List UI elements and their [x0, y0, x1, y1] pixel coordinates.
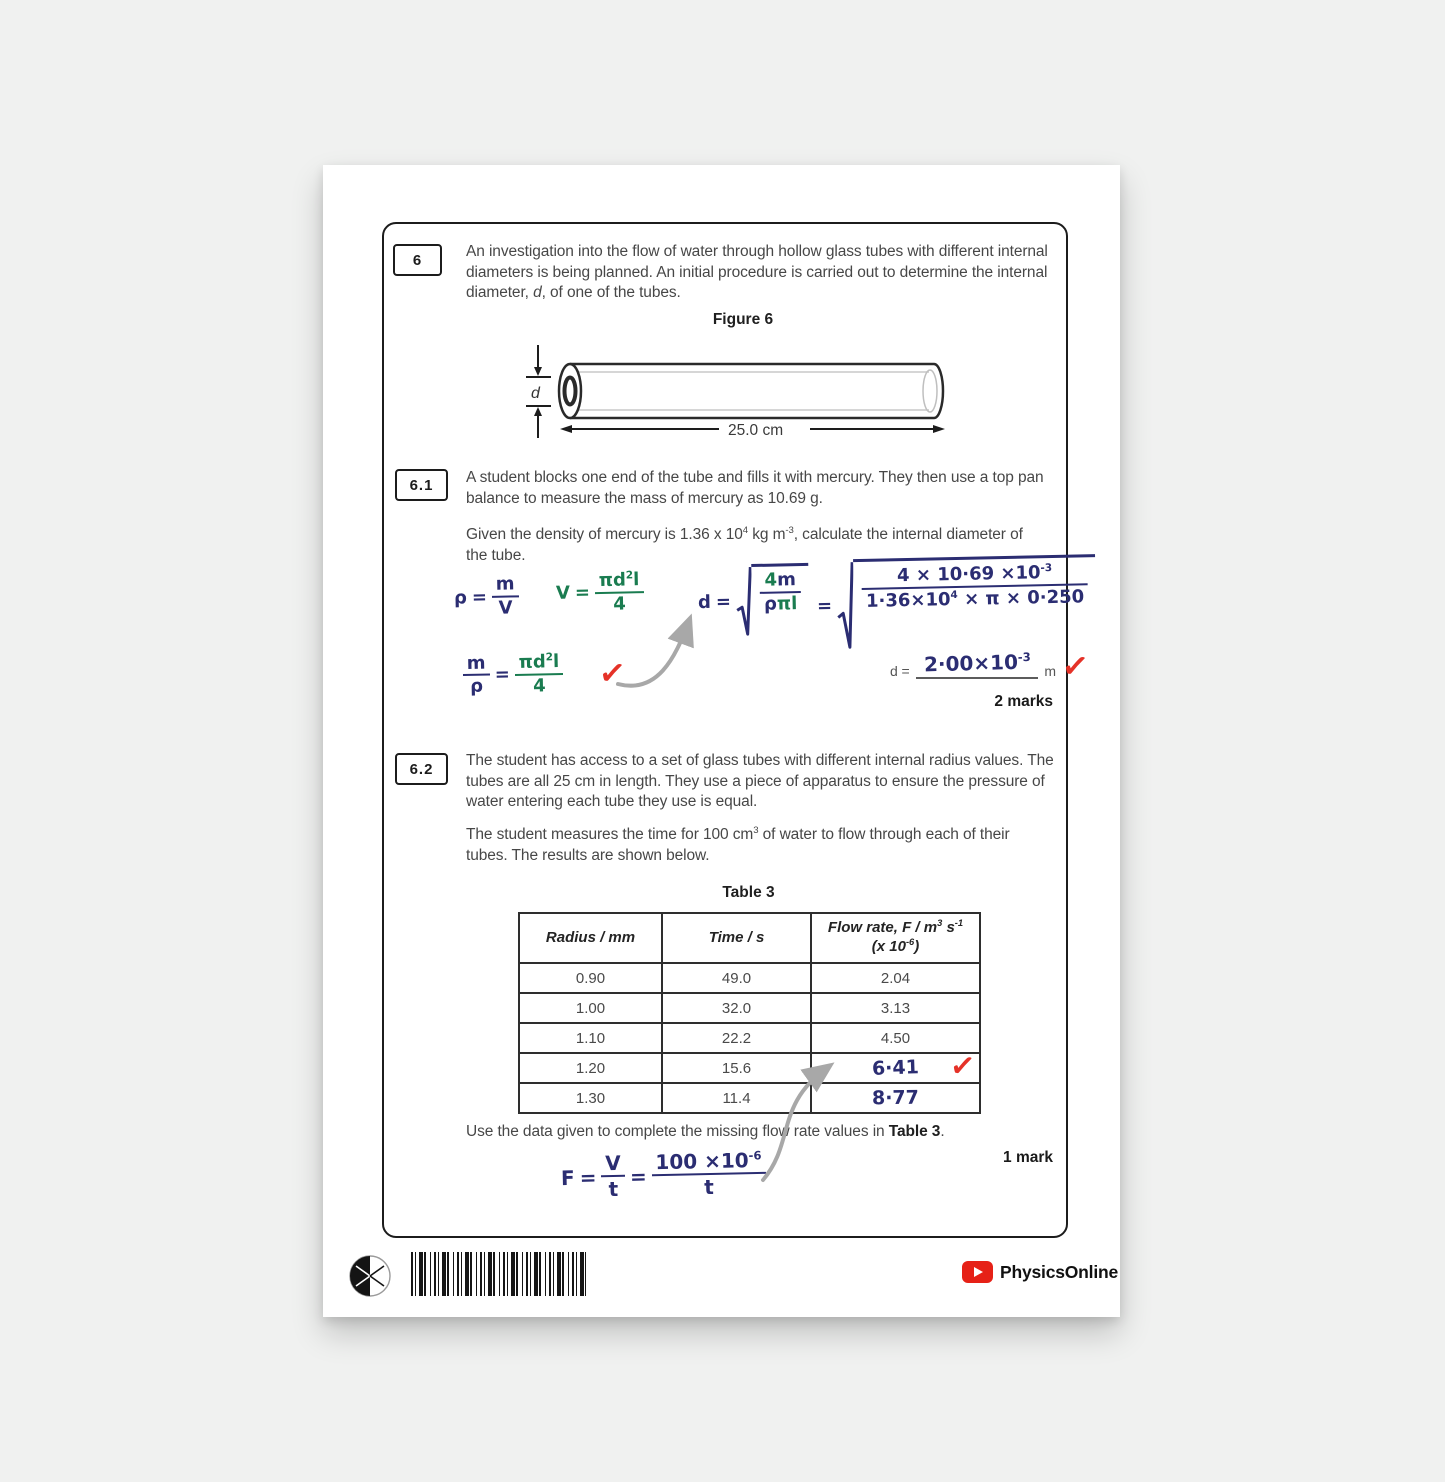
table-row — [519, 1053, 980, 1083]
tick-mark: ✓ — [1060, 646, 1091, 686]
denominator-4: 4 — [515, 673, 564, 698]
time-cell: 15.6 — [662, 1053, 811, 1083]
flow-rate-header — [811, 913, 980, 963]
table-row — [519, 993, 980, 1023]
table-title: Table 3 — [722, 884, 775, 901]
barcode — [411, 1252, 586, 1296]
tick-mark: ✓ — [948, 1048, 977, 1085]
figure-title: Figure 6 — [712, 311, 774, 328]
equals-sign: = — [574, 582, 591, 604]
instruction-text-b: . — [940, 1123, 945, 1140]
equals-sign: = — [494, 664, 511, 686]
radius-cell: 0.90 — [519, 963, 662, 993]
exponent: -3 — [1040, 561, 1053, 575]
density-text-b: kg m — [748, 526, 786, 543]
density-text-c: , calculate the internal diameter of the tube. — [466, 526, 1023, 564]
density-text-a: Given the density of mercury is 1.36 x 10 — [466, 526, 743, 543]
flow-cell: 4.50 — [811, 1023, 980, 1053]
handwritten-d-equation — [697, 563, 810, 639]
mass-symbol: m — [495, 573, 515, 595]
radius-cell: 1.10 — [519, 1023, 662, 1053]
time-cell: 49.0 — [662, 963, 811, 993]
equals-sign: = — [579, 1164, 597, 1190]
flow-header-b: s — [942, 919, 955, 937]
four-coefficient: 4 — [764, 569, 778, 591]
question-6-1-number: 6.1 — [409, 476, 434, 494]
volume-text-a: The student measures the time for 100 cm — [466, 826, 754, 843]
tube-diagram — [523, 341, 963, 453]
question-6-number-box — [393, 244, 442, 276]
handwritten-answer-value — [923, 650, 1030, 677]
handwritten-rearranged-equation — [463, 651, 564, 698]
table-row — [519, 1083, 980, 1113]
denominator-values-a: 1·36×10 — [865, 588, 951, 612]
radical-sign-icon — [735, 564, 753, 638]
time-cell: 32.0 — [662, 993, 811, 1023]
question-6-2-number-box — [395, 753, 448, 785]
pi-l-term: πl — [776, 592, 798, 615]
rho-symbol: ρ — [453, 587, 468, 609]
intro-text-b: , of one of the tubes. — [541, 284, 681, 302]
exam-page — [323, 165, 1120, 1317]
rho-symbol: ρ — [763, 593, 778, 615]
brand-row — [962, 1261, 1118, 1283]
question-6-2-paragraph-1: The student has access to a set of glass tubes with different internal radius values. The tubes are all 25 cm in length. They use a piece of apparatus to ensure the pressure of water entering each tube they use is equal. — [466, 752, 1054, 811]
denominator-values-b: × π × 0·250 — [957, 586, 1085, 610]
radical-sign-icon — [836, 559, 855, 651]
publisher-logo-icon — [347, 1253, 393, 1299]
table-header-row — [519, 913, 980, 963]
squared-exp: 2 — [545, 651, 554, 664]
intro-d-symbol: d — [533, 284, 542, 302]
radius-cell: 1.30 — [519, 1083, 662, 1113]
flow-header-exp3: -6 — [905, 937, 915, 947]
rho-symbol: ρ — [463, 674, 490, 698]
radius-cell: 1.20 — [519, 1053, 662, 1083]
volume-symbol: V — [555, 582, 571, 605]
results-table — [518, 912, 981, 1114]
flow-header-exp2: -1 — [954, 918, 964, 929]
flow-header-exp1: 3 — [937, 918, 943, 929]
flow-header-c: (x 10 — [871, 938, 906, 955]
instruction-table-ref: Table 3 — [888, 1123, 941, 1140]
square-root — [735, 563, 810, 639]
mass-symbol: m — [466, 652, 486, 674]
equals-sign: = — [629, 1163, 647, 1189]
handwritten-flow-value: 8·77 — [871, 1086, 920, 1110]
denominator-4: 4 — [595, 591, 644, 616]
answer-exponent: -3 — [1017, 649, 1031, 665]
brand-name: PhysicsOnline — [1000, 1261, 1119, 1282]
numerator-values: 4 × 10·69 ×10 — [896, 562, 1041, 587]
volume-text-b: of water to flow through each of their tubes. The results are shown below. — [466, 826, 1010, 864]
squared-exp: 2 — [625, 569, 634, 582]
answer-mantissa: 2·00×10 — [923, 649, 1018, 677]
table-row — [519, 1023, 980, 1053]
time-symbol: t — [601, 1175, 625, 1201]
volume-value: 100 ×10 — [655, 1148, 749, 1175]
flow-cell: 3.13 — [811, 993, 980, 1023]
radius-cell: 1.00 — [519, 993, 662, 1023]
pi-d-term: πd — [518, 651, 546, 673]
flow-cell-handwritten — [811, 1083, 980, 1113]
flow-cell: 2.04 — [811, 963, 980, 993]
marks-label-6-1: 2 marks — [994, 693, 1053, 710]
flow-header-a: Flow rate, F / m — [827, 919, 938, 937]
d-symbol: d — [697, 591, 712, 613]
pi-d-term: πd — [598, 569, 627, 592]
handwritten-substitution — [816, 554, 1097, 652]
answer-blank-line — [916, 651, 1039, 679]
answer-line — [890, 646, 1091, 686]
question-6-2-number: 6.2 — [409, 760, 434, 778]
square-root — [836, 554, 1097, 651]
equals-sign: = — [471, 586, 488, 608]
marks-label-6-2: 1 mark — [1003, 1149, 1053, 1166]
volume-symbol: V — [604, 1150, 621, 1176]
tick-mark: ✓ — [597, 653, 628, 693]
question-6-number: 6 — [412, 251, 423, 269]
answer-unit: m — [1044, 663, 1056, 679]
length-symbol: l — [632, 569, 640, 591]
time-cell: 11.4 — [662, 1083, 811, 1113]
question-6-2-instruction — [466, 1122, 1066, 1143]
mass-symbol: m — [776, 569, 797, 591]
exponent: -6 — [748, 1148, 762, 1163]
length-symbol: l — [552, 651, 560, 673]
question-6-2-paragraph-2 — [466, 825, 1026, 866]
equals-sign: = — [715, 590, 732, 613]
volume-symbol: V — [492, 595, 519, 619]
tube-diameter-label: d — [531, 385, 540, 402]
tube-length-label: 25.0 cm — [728, 422, 784, 439]
handwritten-density-equation — [454, 574, 520, 620]
exponent: 4 — [950, 588, 958, 601]
youtube-icon — [962, 1261, 993, 1283]
table-row — [519, 963, 980, 993]
question-6-1-paragraph-1: A student blocks one end of the tube and fills it with mercury. They then use a top pan balance to measure the mass of mercury as 10.69 g. — [466, 469, 1044, 507]
handwritten-flow-rate-formula — [561, 1149, 767, 1202]
density-exp-2: -3 — [785, 524, 794, 536]
flow-header-d: ) — [914, 938, 920, 955]
density-exp-1: 4 — [742, 524, 749, 536]
question-6-1-number-box — [395, 469, 448, 501]
handwritten-volume-equation — [556, 569, 645, 616]
time-header: Time / s — [662, 913, 811, 963]
handwritten-flow-value: 6·41 — [871, 1056, 920, 1080]
answer-prefix: d = — [890, 663, 910, 679]
question-6-intro-text — [466, 242, 1051, 304]
equals-sign: = — [816, 595, 833, 617]
instruction-text-a: Use the data given to complete the missing flow rate values in — [466, 1123, 889, 1140]
intro-text-a: An investigation into the flow of water through hollow glass tubes with different internal diameters is being planned. An initial procedure is carried out to determine the internal diameter, — [466, 243, 1048, 302]
cubed-exp: 3 — [753, 824, 759, 836]
flow-symbol: F — [560, 1165, 575, 1190]
time-symbol: t — [652, 1172, 767, 1200]
time-cell: 22.2 — [662, 1023, 811, 1053]
radius-header: Radius / mm — [519, 913, 662, 963]
